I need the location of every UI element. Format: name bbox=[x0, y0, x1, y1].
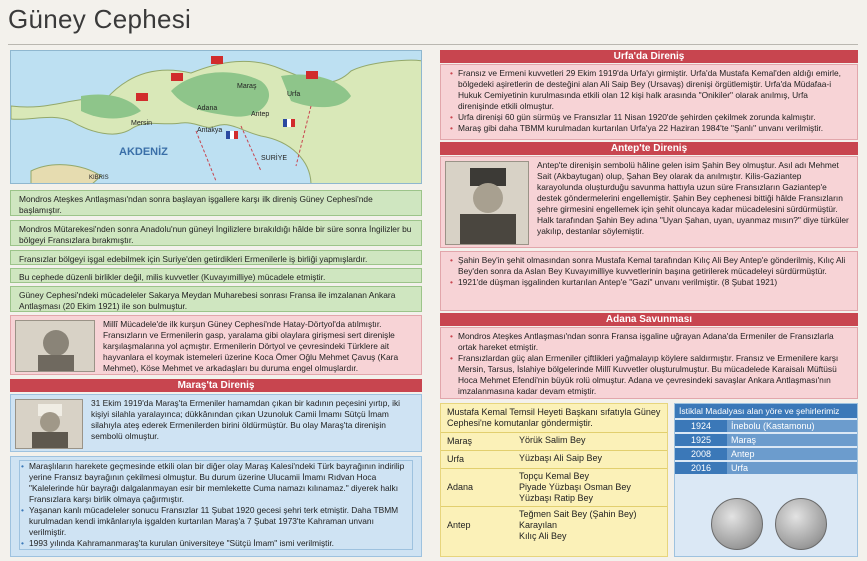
commander-city: Maraş bbox=[447, 436, 473, 446]
maras-bullets-box bbox=[10, 456, 422, 557]
commander-name: Karayılan bbox=[519, 520, 558, 530]
commander-name: Yüzbaşı Ali Saip Bey bbox=[519, 453, 603, 463]
city-label-maras: Maraş bbox=[237, 83, 257, 90]
maras-header: Maraş'ta Direniş bbox=[10, 379, 422, 392]
country-label-suriye: SURİYE bbox=[261, 155, 288, 162]
medal-front-image bbox=[711, 498, 763, 550]
antep-header: Antep'te Direniş bbox=[440, 142, 858, 155]
kara-mehmet-portrait bbox=[15, 320, 95, 372]
antep-intro-box bbox=[440, 156, 858, 248]
city-label-antep: Antep bbox=[251, 111, 270, 118]
medal-place: Maraş bbox=[727, 434, 857, 446]
info-box-british-handover: Mondros Mütarekesi'nden sonra Anadolu'nun güneyi İngilizlere bırakıldığı hâlde bir süre sonra İngilizler bu bölgeyi Fransızlara bırakmıştır. bbox=[10, 220, 422, 246]
info-box-ankara-treaty: Güney Cephesi'ndeki mücadeleler Sakarya Meydan Muharebesi sonrası Fransa ile imzalanan Ankara Antlaşması (20 Ekim 1921) ile son bulmuştur. bbox=[10, 286, 422, 312]
medal-row bbox=[675, 434, 857, 446]
commander-name: Yörük Salim Bey bbox=[519, 435, 586, 445]
maras-intro-text: 31 Ekim 1919'da Maraş'ta Ermeniler hamamdan çıkan bir kadının peçesini yırtıp, iki kişiyi silahla yaralayınca; dükkânından çıkan Uzunoluk Camii İmamı Sütçü İmam silahıyla ateş ederek Ermenilerden birini öldürmüştür. Bu olay Maraş'ta direnişin sembolü olmuştur. bbox=[91, 398, 401, 441]
commander-name: Teğmen Sait Bey (Şahin Bey) bbox=[519, 509, 637, 519]
maras-bullet: • Maraşlıların harekete geçmesinde etkili olan bir diğer olay Maraş Kalesi'ndeki Türk bayrağının indirilip yerine Fransız bayrağının çekilmesi olmuştur. Bu durum üzerine Ulucamii İmamı Rıdvan Hoca "Kalelerinde hür bayrağı dalgalanmayan esir bir memlekette Cuma namazı kılınamaz." diyerek halkı Fransızlara karşı birlik olmaya çağırmıştır. bbox=[29, 461, 412, 505]
medal-year: 1924 bbox=[675, 420, 727, 432]
medal-year: 1925 bbox=[675, 434, 727, 446]
urfa-bullet: • Fransız ve Ermeni kuvvetleri 29 Ekim 1919'da Urfa'yı girmiştir. Urfa'da Mustafa Kemal'den aldığı emirle, bölgedeki aşiretlerin de desteğini alan Ali Saip Bey (Ursavaş) direnişi örgütlemiştir. Urfa'da Müdafaa-i Hukuk Cemiyetinin kurulmasında etkili olan 12 kişi halk arasında "Onikiler" olarak anılmış, Urfa direnişinde etkili olmuştur. bbox=[458, 68, 849, 112]
maras-bullet: • 1993 yılında Kahramanmaraş'ta kurulan üniversiteye "Sütçü İmam" ismi verilmiştir. bbox=[29, 538, 412, 549]
city-label-urfa: Urfa bbox=[287, 91, 301, 98]
commander-row bbox=[441, 506, 667, 544]
city-label-mersin: Mersin bbox=[131, 120, 153, 127]
adana-bullet: • Mondros Ateşkes Antlaşması'ndan sonra Fransa işgaline uğrayan Adana'da Ermeniler de Fransızlarla ortak hareket etmiştir. bbox=[458, 331, 849, 353]
commanders-list bbox=[441, 432, 667, 544]
hatay-text: Millî Mücadele'de ilk kurşun Güney Cephesi'nde Hatay-Dörtyol'da atılmıştır. Fransızların ve Ermenilerin gasp, yaralama gibi olaylara girişmesi sert direnişle karşılaşmalarına yol açmıştır. Ermenilerin Dörtyol ve çevresindeki Türklere ait hayvanlara el koymak istemeleri üzerine Koca Ömer Oğlu Mehmet Çavuş (Kara Mehmet), Köse Mehmet ve arkadaşları bu duruma engel olmuşlardır. bbox=[103, 319, 399, 373]
sahin-bey-portrait bbox=[445, 161, 529, 245]
medal-place: Antep bbox=[727, 448, 857, 460]
medal-row bbox=[675, 462, 857, 474]
medal-row bbox=[675, 448, 857, 460]
maras-bullet: • Yaşanan kanlı mücadeleler sonucu Fransızlar 11 Şubat 1920 gecesi şehri terk etmiştir. Daha TBMM kurulmadan kendi imkânlarıyla işgalden kurtarılan Maraş'a 7 Şubat 1973'te Kahraman unvanı verilmiştir. bbox=[29, 505, 412, 538]
commander-city: Adana bbox=[447, 482, 474, 492]
commander-row bbox=[441, 432, 667, 450]
antep-bullets-box bbox=[440, 251, 858, 311]
urfa-bullet: • Maraş gibi daha TBMM kurulmadan kurtarılan Urfa'ya 22 Haziran 1984'te "Şanlı" unvanı verilmiştir. bbox=[458, 123, 849, 134]
city-label-antakya: Antakya bbox=[197, 127, 223, 134]
commanders-panel bbox=[440, 403, 668, 557]
sutcu-imam-portrait bbox=[15, 399, 83, 449]
urfa-box bbox=[440, 64, 858, 140]
commanders-header: Mustafa Kemal Temsil Heyeti Başkanı sıfatıyla Güney Cephesi'ne komutanlar göndermiştir. bbox=[447, 407, 661, 428]
urfa-header: Urfa'da Direniş bbox=[440, 50, 858, 63]
sea-label: AKDENİZ bbox=[119, 146, 168, 158]
medal-year: 2008 bbox=[675, 448, 727, 460]
medal-year: 2016 bbox=[675, 462, 727, 474]
medal-place: Urfa bbox=[727, 462, 857, 474]
info-box-armenian-cooperation: Fransızlar bölgeyi işgal edebilmek için Suriye'den getirdikleri Ermenilerle iş birliği yapmışlardır. bbox=[10, 250, 422, 265]
antep-bullet: • 1921'de düşman işgalinden kurtarılan Antep'e "Gazi" unvanı verilmiştir. (8 Şubat 1921) bbox=[458, 277, 849, 288]
adana-box bbox=[440, 327, 858, 399]
southern-front-map bbox=[10, 50, 422, 184]
adana-header: Adana Savunması bbox=[440, 313, 858, 326]
info-box-first-resistance: Mondros Ateşkes Antlaşması'ndan sonra başlayan işgallere karşı ilk direniş Güney Cephesi'nde başlamıştır. bbox=[10, 190, 422, 216]
medal-header: İstiklal Madalyası alan yöre ve şehirlerimiz bbox=[675, 404, 857, 418]
commander-name: Kılıç Ali Bey bbox=[519, 531, 567, 541]
antep-bullet: • Şahin Bey'in şehit olmasından sonra Mustafa Kemal tarafından Kılıç Ali Bey Antep'e gönderilmiş, Kılıç Ali Bey'den sonra da Aslan Bey Kuvayımilliye kuvvetlerinin başına getirilerek mücadeleyi sürdürmüştür. bbox=[458, 255, 849, 277]
city-label-adana: Adana bbox=[197, 105, 218, 112]
medal-panel bbox=[674, 403, 858, 557]
commander-name: Piyade Yüzbaşı Osman Bey bbox=[519, 482, 631, 492]
medal-place: İnebolu (Kastamonu) bbox=[727, 420, 857, 432]
commander-name: Yüzbaşı Ratip Bey bbox=[519, 493, 594, 503]
urfa-bullet: • Urfa direnişi 60 gün sürmüş ve Fransızlar 11 Nisan 1920'de şehirden çekilmek zorunda kalmıştır. bbox=[458, 112, 849, 123]
title-rule bbox=[8, 44, 858, 45]
commander-name: Topçu Kemal Bey bbox=[519, 471, 590, 481]
hatay-box bbox=[10, 315, 422, 375]
medal-table bbox=[675, 420, 857, 476]
maras-intro-box bbox=[10, 394, 422, 452]
antep-intro-text: Antep'te direnişin sembolü hâline gelen isim Şahin Bey olmuştur. Asıl adı Mehmet Sait (Akbaytugan) olup, Şahan Bey olarak da anılmıştır. Kilis-Gaziantep karayolunda oluşturduğu savunma hattıyla uzun süre Fransızların Gaziantep'e destek göndermelerini engellemiştir. Şahin Bey cephenesi bittiği hâlde Fransızların şehre girmesini engellemek için şehit oluncaya kadar mücadelesini sürdürmüştür. Halk tarafından Şahin Bey adına "Uyan Şahan, uyan, uyanmaz mısın?" diye türküler yakılıp, destanlar söylemiştir. bbox=[537, 160, 849, 236]
island-label-kibris: KIBRIS bbox=[89, 175, 109, 181]
adana-bullet: • Fransızlardan güç alan Ermeniler çiftlikleri yağmalayıp köylere saldırmıştır. Fransız ve Ermenilere karşı Mersin, Tarsus, İslahiye bölgelerinde Millî Kuvvetler oluşturulmuştur. Bu mücadelede Karaisalı Müftüsü Hoca Mehmet Efendi'nin büyük rolü olmuştur. Adana ve çevresindeki savaşlar Ankara Antlaşması'nın imzalanmasına kadar devam etmiştir. bbox=[458, 353, 849, 397]
commander-city: Urfa bbox=[447, 454, 465, 464]
commander-row bbox=[441, 468, 667, 506]
info-box-militia: Bu cephede düzenli birlikler değil, milis kuvvetler (Kuvayımilliye) mücadele etmiştir. bbox=[10, 268, 422, 283]
commander-row bbox=[441, 450, 667, 468]
medal-row bbox=[675, 420, 857, 432]
medal-back-image bbox=[775, 498, 827, 550]
commander-city: Antep bbox=[447, 520, 471, 530]
page-title: Güney Cephesi bbox=[8, 4, 192, 34]
